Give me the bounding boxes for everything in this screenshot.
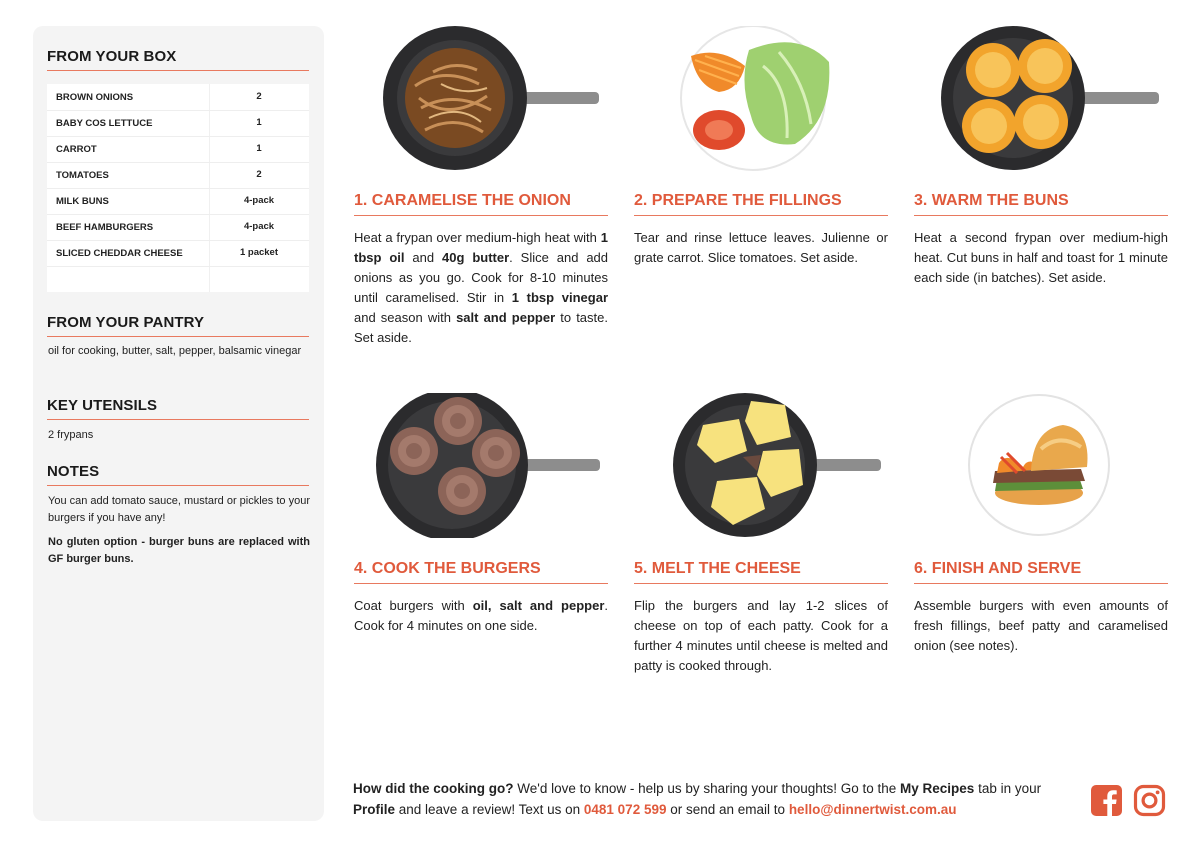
- finished-burger-photo: [967, 393, 1111, 538]
- footer-text-run: and leave a review! Text us on: [395, 802, 584, 817]
- feedback-footer: [353, 778, 1083, 820]
- melted-cheese-photo: [673, 393, 881, 538]
- ingredient-qty: 4-pack: [243, 195, 275, 206]
- ingredient-name: BEEF HAMBURGERS: [56, 222, 154, 233]
- footer-text-run: or send an email to: [666, 802, 789, 817]
- ingredient-name: BABY COS LETTUCE: [56, 118, 153, 129]
- footer-text-run: tab in your: [974, 781, 1042, 796]
- ingredient-name: BROWN ONIONS: [56, 92, 134, 103]
- footer-text-run: We'd love to know - help us by sharing your thoughts! Go to the: [513, 781, 901, 796]
- ingredient-name: MILK BUNS: [56, 196, 109, 207]
- text-run: and: [404, 250, 443, 265]
- ingredient-qty: 1: [256, 117, 262, 128]
- text-run: Tear and rinse lettuce leaves. Julienne or grate carrot. Slice tomatoes. Set aside.: [634, 230, 888, 265]
- contact-link[interactable]: hello@dinnertwist.com.au: [788, 802, 957, 817]
- notes-heading: NOTES: [47, 463, 309, 486]
- text-run: Heat a frypan over medium-high heat with: [354, 230, 601, 245]
- step-6-text: [914, 596, 1168, 656]
- step-3-text: [914, 228, 1168, 288]
- step-1-text: [354, 228, 608, 348]
- ingredient-name: CARROT: [56, 144, 97, 155]
- bold-ingredient: salt and pepper: [456, 310, 556, 325]
- text-run: Flip the burgers and lay 1-2 slices of cheese on top of each patty. Cook for a further 4 minutes until cheese is melted and patty is cooked through.: [634, 598, 888, 673]
- bold-ingredient: 1 tbsp oil: [354, 230, 608, 265]
- ingredient-name: TOMATOES: [56, 170, 109, 181]
- notes-text: You can add tomato sauce, mustard or pickles to your burgers if you have any!: [48, 495, 310, 524]
- table-row: [47, 214, 309, 241]
- fillings-plate-photo: [679, 26, 831, 171]
- bold-ingredient: oil, salt and pepper: [472, 598, 605, 613]
- bold-ingredient: 1 tbsp vinegar: [511, 290, 608, 305]
- contact-link[interactable]: 0481 072 599: [583, 802, 667, 817]
- table-row: [47, 240, 309, 267]
- table-row: [47, 162, 309, 189]
- text-run: to taste. Set aside.: [354, 310, 608, 345]
- step-4-title: 4. COOK THE BURGERS: [354, 560, 608, 584]
- table-row: [47, 110, 309, 137]
- step-1-title: 1. CARAMELISE THE ONION: [354, 192, 608, 216]
- footer-text-run: Profile: [353, 802, 396, 817]
- ingredients-sidebar: [33, 26, 324, 821]
- box-ingredients-table: [47, 84, 309, 292]
- ingredient-qty: 4-pack: [243, 221, 275, 232]
- beef-patties-photo: [374, 393, 600, 538]
- step-4-text: [354, 596, 608, 636]
- step-5-text: [634, 596, 888, 676]
- key-utensils-heading: KEY UTENSILS: [47, 397, 309, 420]
- toasted-buns-photo: [941, 26, 1159, 171]
- step-6-title: 6. FINISH AND SERVE: [914, 560, 1168, 584]
- caramelised-onion-photo: [383, 26, 599, 171]
- from-your-pantry-heading: FROM YOUR PANTRY: [47, 314, 309, 337]
- footer-text-run: How did the cooking go?: [353, 781, 514, 796]
- text-run: Assemble burgers with even amounts of fresh fillings, beef patty and caramelised onion (see notes).: [914, 598, 1168, 653]
- ingredient-qty: 2: [256, 91, 262, 102]
- bold-ingredient: 40g butter: [442, 250, 510, 265]
- table-row: [47, 136, 309, 163]
- ingredient-qty: 1: [256, 143, 262, 154]
- text-run: Heat a second frypan over medium-high heat. Cut buns in half and toast for 1 minute each side (in batches). Set aside.: [914, 230, 1168, 285]
- utensils-text: 2 frypans: [48, 429, 94, 441]
- gluten-free-note: No gluten option - burger buns are replaced with GF burger buns.: [48, 536, 310, 565]
- footer-text-run: My Recipes: [900, 781, 975, 796]
- ingredient-qty: 2: [256, 169, 262, 180]
- text-run: Coat burgers with: [354, 598, 473, 613]
- ingredient-qty: 1 packet: [239, 247, 279, 258]
- table-row: [47, 188, 309, 215]
- text-run: . Slice and add onions as you go. Cook for 8-10 minutes until caramelised. Stir in: [354, 250, 609, 305]
- pantry-text: oil for cooking, butter, salt, pepper, balsamic vinegar: [48, 345, 302, 357]
- facebook-icon[interactable]: [1090, 784, 1123, 817]
- text-run: and season with: [354, 310, 457, 325]
- step-2-title: 2. PREPARE THE FILLINGS: [634, 192, 888, 216]
- from-your-box-heading: FROM YOUR BOX: [47, 48, 309, 71]
- step-5-title: 5. MELT THE CHEESE: [634, 560, 888, 584]
- text-run: . Cook for 4 minutes on one side.: [354, 598, 608, 633]
- step-2-text: [634, 228, 888, 268]
- table-row: [47, 84, 309, 111]
- ingredient-name: SLICED CHEDDAR CHEESE: [56, 248, 183, 259]
- step-3-title: 3. WARM THE BUNS: [914, 192, 1168, 216]
- instagram-icon[interactable]: [1133, 784, 1166, 817]
